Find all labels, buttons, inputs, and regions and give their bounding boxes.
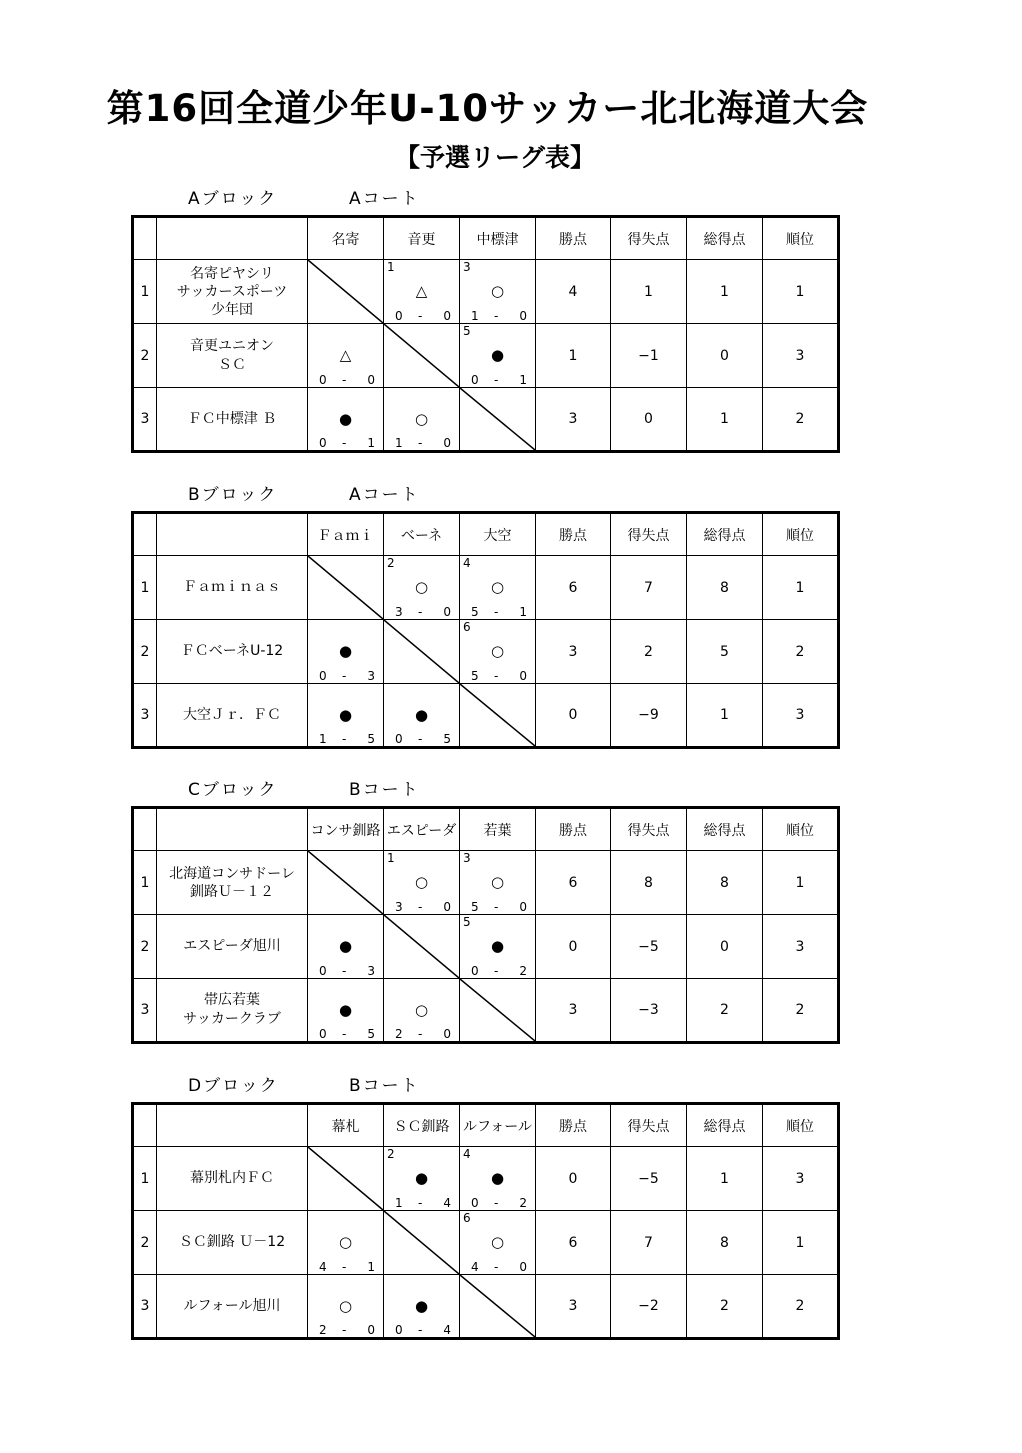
row-number: 1 — [133, 556, 157, 620]
team-name: エスピーダ旭川 — [157, 915, 308, 979]
score-own: 0 — [471, 1196, 479, 1210]
goal-diff-value: 7 — [611, 1211, 687, 1275]
corner-cell-team — [157, 1104, 308, 1147]
score-dash: - — [494, 1196, 499, 1210]
goals-for-value: 2 — [687, 1275, 763, 1339]
row-number: 3 — [133, 684, 157, 748]
score-dash: - — [342, 732, 347, 746]
points-value: 3 — [536, 388, 611, 452]
court-name: Bコート — [349, 780, 420, 800]
page-subtitle: 【予選リーグ表】 — [394, 143, 595, 172]
score-dash: - — [342, 964, 347, 978]
corner-cell-team — [157, 808, 308, 851]
row-number: 2 — [133, 915, 157, 979]
opponent-header: 音更 — [384, 217, 460, 260]
score-opp: 0 — [519, 309, 527, 323]
score-opp: 4 — [443, 1323, 451, 1337]
diagonal-line — [384, 1211, 459, 1274]
header-row — [133, 1104, 839, 1147]
points-value: 6 — [536, 556, 611, 620]
table-row — [133, 260, 839, 324]
league-table — [131, 511, 840, 749]
rank-header: 順位 — [763, 513, 839, 556]
goals-for-value: 0 — [687, 324, 763, 388]
corner-cell-no — [133, 808, 157, 851]
match-result-cell — [308, 684, 384, 748]
result-symbol: ● — [490, 937, 505, 955]
result-symbol: ○ — [338, 1297, 353, 1315]
match-result-cell — [308, 324, 384, 388]
opponent-header: コンサ釧路 — [308, 808, 384, 851]
match-result-cell — [384, 979, 460, 1043]
score-opp: 0 — [443, 900, 451, 914]
self-match-cell — [308, 851, 384, 915]
match-result-cell — [460, 260, 536, 324]
match-result-cell — [460, 915, 536, 979]
table-row — [133, 684, 839, 748]
self-match-cell — [460, 388, 536, 452]
score-dash: - — [494, 605, 499, 619]
table-row — [133, 324, 839, 388]
score-dash: - — [494, 964, 499, 978]
points-value: 0 — [536, 684, 611, 748]
match-result-cell — [460, 1147, 536, 1211]
goals-for-header: 総得点 — [687, 513, 763, 556]
score-dash: - — [418, 1027, 423, 1041]
score-dash: - — [494, 373, 499, 387]
opponent-header: ルフォール — [460, 1104, 536, 1147]
self-match-cell — [308, 556, 384, 620]
table-row — [133, 1211, 839, 1275]
points-value: 6 — [536, 1211, 611, 1275]
result-symbol: ● — [414, 706, 429, 724]
page-title: 第16回全道少年U-10サッカー北北海道大会 — [106, 87, 869, 130]
team-name: ルフォール旭川 — [157, 1275, 308, 1339]
match-number: 1 — [387, 260, 395, 274]
opponent-header: Ｆａｍｉ — [308, 513, 384, 556]
goals-for-value: 1 — [687, 684, 763, 748]
score-dash: - — [494, 900, 499, 914]
points-header: 勝点 — [536, 217, 611, 260]
points-value: 0 — [536, 915, 611, 979]
table-row — [133, 620, 839, 684]
score-dash: - — [418, 1323, 423, 1337]
self-match-cell — [460, 684, 536, 748]
corner-cell-no — [133, 513, 157, 556]
match-result-cell — [308, 1275, 384, 1339]
goals-for-value: 8 — [687, 1211, 763, 1275]
score-dash: - — [342, 669, 347, 683]
match-result-cell — [460, 1211, 536, 1275]
goals-for-value: 8 — [687, 556, 763, 620]
result-symbol: ● — [338, 410, 353, 428]
score-own: 3 — [395, 900, 403, 914]
rank-value: 2 — [763, 1275, 839, 1339]
opponent-header: 大空 — [460, 513, 536, 556]
goals-for-value: 1 — [687, 388, 763, 452]
opponent-header: 中標津 — [460, 217, 536, 260]
opponent-header: ベーネ — [384, 513, 460, 556]
points-header: 勝点 — [536, 1104, 611, 1147]
score-own: 0 — [395, 732, 403, 746]
diagonal-line — [308, 556, 383, 619]
goals-for-header: 総得点 — [687, 217, 763, 260]
score-opp: 5 — [367, 732, 375, 746]
rank-header: 順位 — [763, 808, 839, 851]
goals-for-value: 0 — [687, 915, 763, 979]
row-number: 2 — [133, 620, 157, 684]
goal-diff-header: 得失点 — [611, 1104, 687, 1147]
corner-cell-team — [157, 217, 308, 260]
opponent-header: エスピーダ — [384, 808, 460, 851]
match-result-cell — [384, 556, 460, 620]
score-own: 1 — [395, 1196, 403, 1210]
rank-value: 2 — [763, 979, 839, 1043]
rank-value: 3 — [763, 684, 839, 748]
score-own: 0 — [395, 309, 403, 323]
result-symbol: ○ — [414, 873, 429, 891]
court-name: Aコート — [349, 189, 420, 209]
header-row — [133, 513, 839, 556]
team-name: 幕別札内ＦＣ — [157, 1147, 308, 1211]
points-value: 6 — [536, 851, 611, 915]
goals-for-value: 2 — [687, 979, 763, 1043]
league-table — [131, 215, 840, 453]
score-own: 2 — [395, 1027, 403, 1041]
score-own: 5 — [471, 900, 479, 914]
goal-diff-value: −5 — [611, 1147, 687, 1211]
score-own: 5 — [471, 605, 479, 619]
score-opp: 5 — [443, 732, 451, 746]
match-result-cell — [384, 1147, 460, 1211]
match-number: 4 — [463, 1147, 471, 1161]
row-number: 3 — [133, 388, 157, 452]
result-symbol: ○ — [490, 873, 505, 891]
team-name: Ｆａｍｉｎａｓ — [157, 556, 308, 620]
goal-diff-value: −3 — [611, 979, 687, 1043]
team-name: 大空Ｊｒ．ＦＣ — [157, 684, 308, 748]
result-symbol: ○ — [414, 578, 429, 596]
points-header: 勝点 — [536, 513, 611, 556]
score-opp: 2 — [519, 964, 527, 978]
goal-diff-value: −1 — [611, 324, 687, 388]
score-dash: - — [342, 373, 347, 387]
points-value: 1 — [536, 324, 611, 388]
match-result-cell — [460, 620, 536, 684]
result-symbol: ● — [338, 642, 353, 660]
corner-cell-team — [157, 513, 308, 556]
score-own: 0 — [319, 436, 327, 450]
score-dash: - — [418, 732, 423, 746]
match-result-cell — [384, 260, 460, 324]
result-symbol: △ — [415, 282, 428, 300]
diagonal-line — [308, 851, 383, 914]
score-opp: 4 — [443, 1196, 451, 1210]
diagonal-line — [384, 915, 459, 978]
self-match-cell — [460, 1275, 536, 1339]
score-own: 1 — [471, 309, 479, 323]
score-opp: 0 — [519, 900, 527, 914]
score-dash: - — [342, 436, 347, 450]
team-name: 北海道コンサドーレ 釧路Ｕ－１２ — [157, 851, 308, 915]
points-value: 3 — [536, 1275, 611, 1339]
result-symbol: △ — [339, 346, 352, 364]
row-number: 1 — [133, 851, 157, 915]
header-row — [133, 808, 839, 851]
points-value: 4 — [536, 260, 611, 324]
self-match-cell — [384, 915, 460, 979]
header-row — [133, 217, 839, 260]
match-result-cell — [460, 324, 536, 388]
rank-header: 順位 — [763, 217, 839, 260]
score-opp: 5 — [367, 1027, 375, 1041]
score-dash: - — [418, 605, 423, 619]
result-symbol: ○ — [490, 282, 505, 300]
match-number: 4 — [463, 556, 471, 570]
match-result-cell — [308, 620, 384, 684]
match-number: 3 — [463, 851, 471, 865]
corner-cell-no — [133, 1104, 157, 1147]
self-match-cell — [460, 979, 536, 1043]
score-own: 3 — [395, 605, 403, 619]
team-name: ＦＣ中標津 Ｂ — [157, 388, 308, 452]
goal-diff-value: 0 — [611, 388, 687, 452]
opponent-header: ＳＣ釧路 — [384, 1104, 460, 1147]
match-result-cell — [308, 915, 384, 979]
diagonal-line — [460, 684, 535, 746]
score-opp: 0 — [367, 1323, 375, 1337]
score-opp: 0 — [443, 1027, 451, 1041]
goal-diff-value: 8 — [611, 851, 687, 915]
score-dash: - — [342, 1027, 347, 1041]
score-opp: 3 — [367, 964, 375, 978]
score-opp: 0 — [519, 1260, 527, 1274]
row-number: 1 — [133, 1147, 157, 1211]
goal-diff-header: 得失点 — [611, 217, 687, 260]
score-opp: 0 — [519, 669, 527, 683]
row-number: 2 — [133, 324, 157, 388]
self-match-cell — [308, 260, 384, 324]
rank-value: 2 — [763, 620, 839, 684]
rank-value: 2 — [763, 388, 839, 452]
table-row — [133, 556, 839, 620]
block-name: Cブロック — [188, 780, 278, 800]
score-opp: 3 — [367, 669, 375, 683]
result-symbol: ● — [414, 1297, 429, 1315]
score-opp: 1 — [367, 1260, 375, 1274]
match-result-cell — [308, 388, 384, 452]
row-number: 3 — [133, 979, 157, 1043]
rank-header: 順位 — [763, 1104, 839, 1147]
self-match-cell — [308, 1147, 384, 1211]
match-number: 2 — [387, 556, 395, 570]
score-dash: - — [342, 1323, 347, 1337]
match-result-cell — [460, 851, 536, 915]
diagonal-line — [460, 979, 535, 1041]
points-value: 0 — [536, 1147, 611, 1211]
goals-for-value: 1 — [687, 1147, 763, 1211]
self-match-cell — [384, 1211, 460, 1275]
table-row — [133, 915, 839, 979]
rank-value: 3 — [763, 324, 839, 388]
score-own: 2 — [319, 1323, 327, 1337]
match-number: 3 — [463, 260, 471, 274]
match-result-cell — [460, 556, 536, 620]
goal-diff-value: 1 — [611, 260, 687, 324]
result-symbol: ○ — [490, 642, 505, 660]
score-own: 0 — [471, 373, 479, 387]
diagonal-line — [384, 324, 459, 387]
goal-diff-header: 得失点 — [611, 513, 687, 556]
goals-for-value: 8 — [687, 851, 763, 915]
team-name: 音更ユニオン ＳＣ — [157, 324, 308, 388]
row-number: 3 — [133, 1275, 157, 1339]
league-table — [131, 806, 840, 1044]
result-symbol: ○ — [490, 1233, 505, 1251]
team-name: 帯広若葉 サッカークラブ — [157, 979, 308, 1043]
match-number: 5 — [463, 324, 471, 338]
block-name: Bブロック — [188, 485, 278, 505]
goal-diff-value: 2 — [611, 620, 687, 684]
score-own: 4 — [471, 1260, 479, 1274]
score-own: 0 — [319, 964, 327, 978]
row-number: 1 — [133, 260, 157, 324]
score-opp: 0 — [443, 436, 451, 450]
result-symbol: ● — [338, 937, 353, 955]
self-match-cell — [384, 620, 460, 684]
score-opp: 2 — [519, 1196, 527, 1210]
rank-value: 1 — [763, 851, 839, 915]
match-result-cell — [308, 1211, 384, 1275]
score-opp: 1 — [519, 605, 527, 619]
diagonal-line — [384, 620, 459, 683]
match-result-cell — [384, 388, 460, 452]
diagonal-line — [308, 1147, 383, 1210]
result-symbol: ● — [338, 1001, 353, 1019]
table-row — [133, 1275, 839, 1339]
result-symbol: ● — [414, 1169, 429, 1187]
score-own: 1 — [319, 732, 327, 746]
match-result-cell — [384, 1275, 460, 1339]
points-value: 3 — [536, 979, 611, 1043]
rank-value: 3 — [763, 915, 839, 979]
result-symbol: ○ — [338, 1233, 353, 1251]
score-dash: - — [418, 1196, 423, 1210]
score-own: 4 — [319, 1260, 327, 1274]
team-name: ＳＣ釧路 Ｕ－12 — [157, 1211, 308, 1275]
score-own: 0 — [471, 964, 479, 978]
goals-for-header: 総得点 — [687, 1104, 763, 1147]
rank-value: 1 — [763, 260, 839, 324]
result-symbol: ● — [490, 346, 505, 364]
match-result-cell — [384, 684, 460, 748]
rank-value: 1 — [763, 556, 839, 620]
diagonal-line — [460, 1275, 535, 1337]
score-dash: - — [494, 1260, 499, 1274]
score-own: 0 — [395, 1323, 403, 1337]
points-value: 3 — [536, 620, 611, 684]
league-table — [131, 1102, 840, 1340]
goals-for-value: 1 — [687, 260, 763, 324]
score-own: 0 — [319, 1027, 327, 1041]
goal-diff-value: −5 — [611, 915, 687, 979]
goal-diff-value: −2 — [611, 1275, 687, 1339]
score-opp: 0 — [443, 309, 451, 323]
result-symbol: ○ — [490, 578, 505, 596]
opponent-header: 若葉 — [460, 808, 536, 851]
team-name: 名寄ピヤシリ サッカースポーツ 少年団 — [157, 260, 308, 324]
table-row — [133, 388, 839, 452]
result-symbol: ● — [490, 1169, 505, 1187]
match-number: 6 — [463, 1211, 471, 1225]
score-own: 0 — [319, 373, 327, 387]
table-row — [133, 1147, 839, 1211]
points-header: 勝点 — [536, 808, 611, 851]
block-name: Aブロック — [188, 189, 278, 209]
self-match-cell — [384, 324, 460, 388]
goal-diff-header: 得失点 — [611, 808, 687, 851]
row-number: 2 — [133, 1211, 157, 1275]
score-opp: 1 — [519, 373, 527, 387]
court-name: Bコート — [349, 1076, 420, 1096]
goal-diff-value: −9 — [611, 684, 687, 748]
team-name: ＦＣベーネU-12 — [157, 620, 308, 684]
table-row — [133, 851, 839, 915]
match-result-cell — [384, 851, 460, 915]
score-opp: 0 — [443, 605, 451, 619]
opponent-header: 名寄 — [308, 217, 384, 260]
match-result-cell — [308, 979, 384, 1043]
score-own: 1 — [395, 436, 403, 450]
goals-for-header: 総得点 — [687, 808, 763, 851]
score-own: 5 — [471, 669, 479, 683]
rank-value: 1 — [763, 1211, 839, 1275]
score-opp: 1 — [367, 436, 375, 450]
block-name: Dブロック — [188, 1076, 279, 1096]
goals-for-value: 5 — [687, 620, 763, 684]
diagonal-line — [308, 260, 383, 323]
rank-value: 3 — [763, 1147, 839, 1211]
score-dash: - — [418, 436, 423, 450]
opponent-header: 幕札 — [308, 1104, 384, 1147]
result-symbol: ○ — [414, 1001, 429, 1019]
score-opp: 0 — [367, 373, 375, 387]
result-symbol: ● — [338, 706, 353, 724]
match-number: 1 — [387, 851, 395, 865]
score-own: 0 — [319, 669, 327, 683]
score-dash: - — [494, 309, 499, 323]
corner-cell-no — [133, 217, 157, 260]
court-name: Aコート — [349, 485, 420, 505]
score-dash: - — [418, 900, 423, 914]
match-number: 5 — [463, 915, 471, 929]
score-dash: - — [418, 309, 423, 323]
match-number: 6 — [463, 620, 471, 634]
diagonal-line — [460, 388, 535, 450]
goal-diff-value: 7 — [611, 556, 687, 620]
table-row — [133, 979, 839, 1043]
score-dash: - — [342, 1260, 347, 1274]
score-dash: - — [494, 669, 499, 683]
result-symbol: ○ — [414, 410, 429, 428]
match-number: 2 — [387, 1147, 395, 1161]
